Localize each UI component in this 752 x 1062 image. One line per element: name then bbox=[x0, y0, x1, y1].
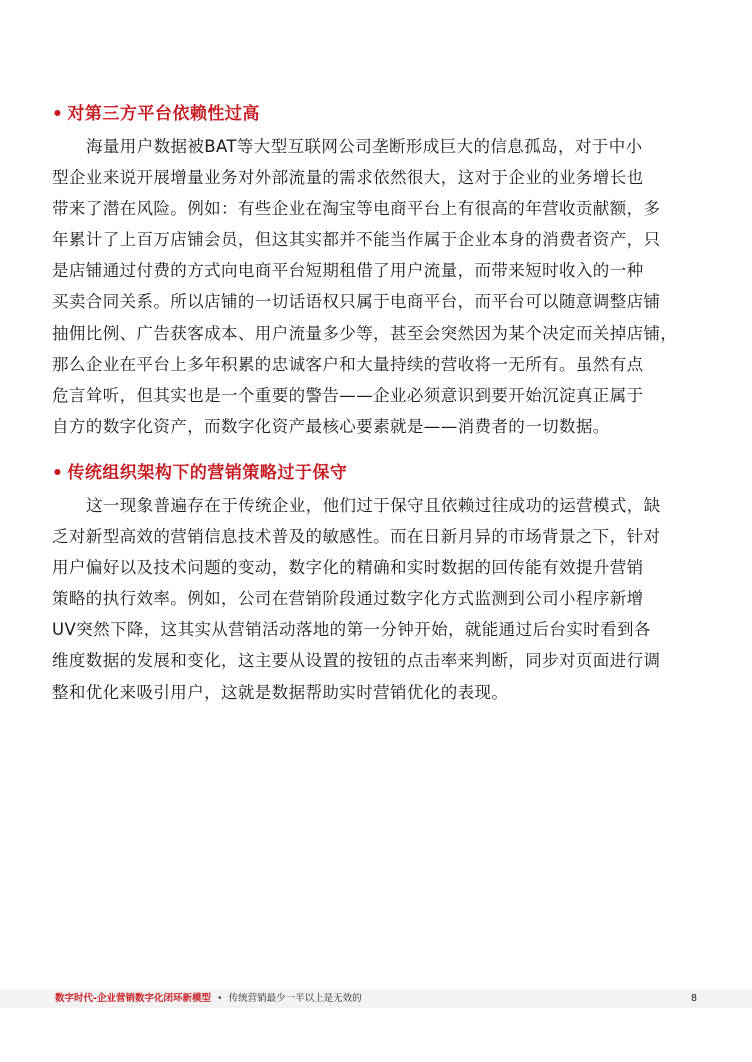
section-conservative-marketing bbox=[52, 460, 702, 708]
paragraph-line: 乏对新型高效的营销信息技术普及的敏感性。而在日新月异的市场背景之下，针对 bbox=[52, 527, 661, 547]
paragraph-line: 年累计了上百万店铺会员，但这其实都并不能当作属于企业本身的消费者资产，只 bbox=[52, 230, 661, 250]
paragraph-line: 整和优化来吸引用户，这就是数据帮助实时营销优化的表现。 bbox=[52, 682, 509, 702]
paragraph-line: UV突然下降，这其实从营销活动落地的第一分钟开始，就能通过后台实时看到各 bbox=[52, 620, 651, 640]
paragraph-line: 买卖合同关系。所以店铺的一切话语权只属于电商平台，而平台可以随意调整店铺 bbox=[52, 292, 661, 312]
page-number: 8 bbox=[690, 993, 697, 1004]
paragraph-line: 这一现象普遍存在于传统企业，他们过于保守且依赖过往成功的运营模式，缺 bbox=[86, 496, 661, 515]
paragraph-line: 那么企业在平台上多年积累的忠诚客户和大量持续的营收将一无所有。虽然有点 bbox=[52, 354, 644, 374]
section-heading bbox=[52, 460, 702, 486]
page-footer bbox=[0, 990, 752, 1008]
paragraph-line: 危言耸听，但其实也是一个重要的警告——企业必须意识到要开始沉淀真正属于 bbox=[52, 385, 644, 405]
paragraph-line: 海量用户数据被BAT等大型互联网公司垄断形成巨大的信息孤岛，对于中小 bbox=[86, 137, 643, 156]
section-platform-dependency bbox=[52, 101, 702, 442]
paragraph-line: 带来了潜在风险。例如：有些企业在淘宝等电商平台上有很高的年营收贡献额，多 bbox=[52, 199, 661, 219]
heading-text: 对第三方平台依赖性过高 bbox=[67, 104, 260, 124]
paragraph-line: 自方的数字化资产，而数字化资产最核心要素就是——消费者的一切数据。 bbox=[52, 416, 610, 436]
paragraph-line: 用户偏好以及技术问题的变动，数字化的精确和实时数据的回传能有效提升营销 bbox=[52, 558, 644, 578]
paragraph-line: 策略的执行效率。例如，公司在营销阶段通过数字化方式监测到公司小程序新增 bbox=[52, 589, 644, 609]
section-paragraph bbox=[52, 490, 702, 708]
footer-separator: • bbox=[216, 993, 223, 1004]
paragraph-line: 型企业来说开展增量业务对外部流量的需求依然很大，这对于企业的业务增长也 bbox=[52, 168, 644, 188]
section-heading bbox=[52, 101, 702, 127]
paragraph-line: 维度数据的发展和变化，这主要从设置的按钮的点击率来判断，同步对页面进行调 bbox=[52, 651, 661, 671]
bullet-icon: • bbox=[52, 104, 64, 124]
footer-title: 数字时代-企业营销数字化闭环新模型 bbox=[55, 993, 211, 1004]
paragraph-line: 抽佣比例、广告获客成本、用户流量多少等，甚至会突然因为某个决定而关掉店铺， bbox=[52, 323, 678, 343]
section-paragraph bbox=[52, 131, 702, 442]
footer-text bbox=[55, 992, 362, 1006]
bullet-icon: • bbox=[52, 463, 64, 483]
paragraph-line: 是店铺通过付费的方式向电商平台短期租借了用户流量，而带来短时收入的一种 bbox=[52, 261, 644, 281]
heading-text: 传统组织架构下的营销策略过于保守 bbox=[67, 463, 348, 483]
footer-subtitle: 传统营销最少一半以上是无效的 bbox=[228, 993, 362, 1004]
